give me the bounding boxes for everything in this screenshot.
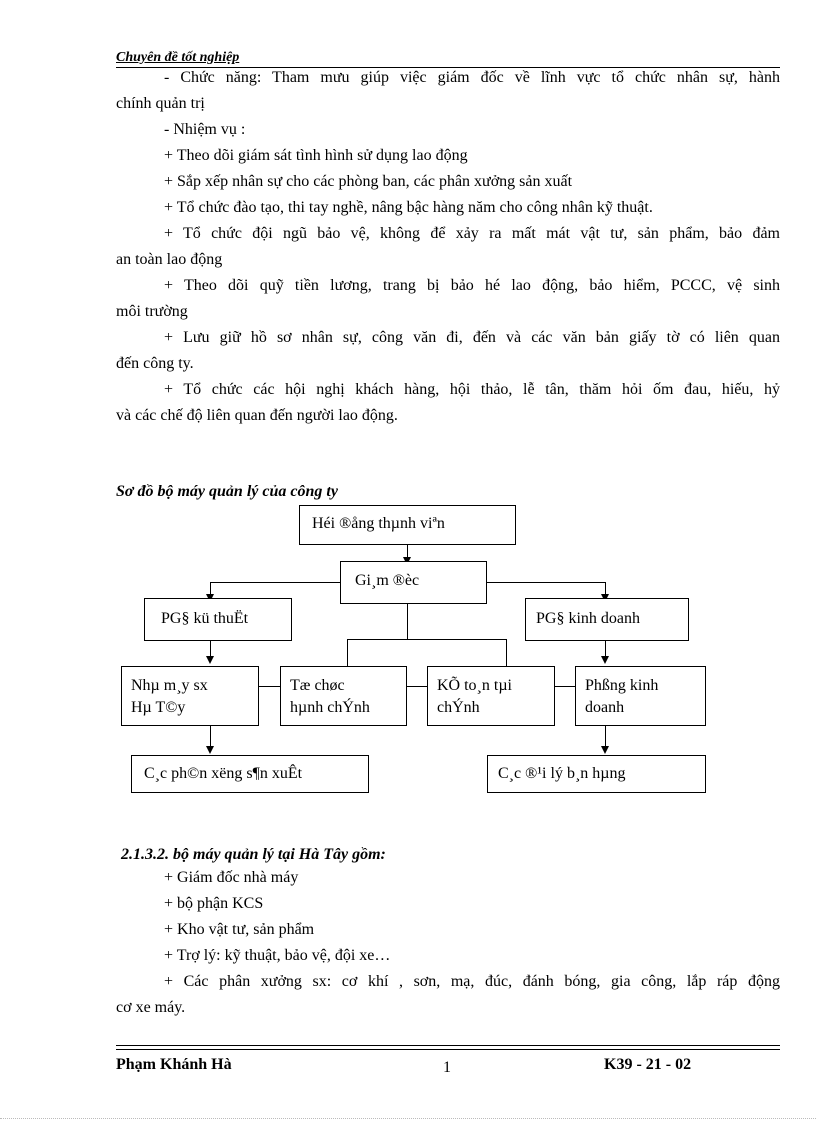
- box-label-line1: KÕ to¸n tµi: [437, 677, 512, 694]
- box-label: Héi ®ång thµnh viªn: [312, 515, 445, 532]
- duty-item-4-cont: an toàn lao động: [116, 251, 223, 268]
- footer-rule: [116, 1049, 780, 1050]
- section-item-5-cont: cơ xe máy.: [116, 999, 186, 1016]
- running-header: Chuyên đề tốt nghiệp: [116, 50, 240, 65]
- arrow-head: [206, 746, 214, 754]
- connector-line: [347, 639, 348, 667]
- box-ke-toan-tai-chinh: [427, 666, 555, 726]
- connector-line: [605, 641, 606, 657]
- connector-line: [487, 582, 606, 583]
- footer-rule: [116, 1045, 780, 1046]
- connector-line: [210, 641, 211, 657]
- box-to-chuc-hanh-chinh: [280, 666, 407, 726]
- box-giam-doc: [340, 561, 487, 604]
- duty-item-6: + Lưu giữ hồ sơ nhân sự, công văn đi, đến và các văn bản giấy tờ có liên quan: [164, 329, 780, 346]
- box-label-line2: chÝnh: [437, 699, 480, 716]
- connector-line: [259, 686, 280, 687]
- box-label-line2: hµnh chÝnh: [290, 699, 370, 716]
- box-pgd-kinh-doanh: [525, 598, 689, 641]
- connector-line: [347, 639, 507, 640]
- section-heading: 2.1.3.2. bộ máy quản lý tại Hà Tây gồm:: [121, 846, 386, 863]
- box-label: C¸c ®¹i lý b¸n hµng: [498, 765, 626, 782]
- paragraph-nhiem-vu: - Nhiệm vụ :: [164, 121, 246, 138]
- section-item-1: + Giám đốc nhà máy: [164, 869, 299, 886]
- duty-item-6-cont: đến công ty.: [116, 355, 194, 372]
- duty-item-5: + Theo dõi quỹ tiền lương, trang bị bảo hé lao động, bảo hiểm, PCCC, vệ sinh: [164, 277, 780, 294]
- box-label-line1: Tæ chøc: [290, 677, 345, 694]
- box-hoi-dong-thanh-vien: [299, 505, 516, 545]
- box-label-line2: Hµ T©y: [131, 699, 186, 716]
- box-nha-may-sx: [121, 666, 259, 726]
- diagram-title: Sơ đồ bộ máy quản lý của công ty: [116, 483, 338, 500]
- connector-line: [210, 726, 211, 747]
- arrow-head: [601, 746, 609, 754]
- box-phong-kinh-doanh: [575, 666, 706, 726]
- box-label-line1: Nhµ m¸y sx: [131, 677, 208, 694]
- footer-class-code: K39 - 21 - 02: [604, 1056, 692, 1073]
- connector-line: [407, 604, 408, 640]
- duty-item-7: + Tổ chức các hội nghị khách hàng, hội thảo, lễ tân, thăm hỏi ốm đau, hiếu, hỷ: [164, 381, 780, 398]
- arrow-head: [601, 656, 609, 664]
- duty-item-3: + Tổ chức đào tạo, thi tay nghề, nâng bậc hàng năm cho công nhân kỹ thuật.: [164, 199, 653, 216]
- footer-author: Phạm Khánh Hà: [116, 1056, 232, 1073]
- arrow-head: [206, 656, 214, 664]
- box-phan-xuong-san-xuat: [131, 755, 369, 793]
- section-item-5: + Các phân xưởng sx: cơ khí , sơn, mạ, đúc, đánh bóng, gia công, lắp ráp động: [164, 973, 780, 990]
- duty-item-1: + Theo dõi giám sát tình hình sử dụng lao động: [164, 147, 468, 164]
- duty-item-4: + Tổ chức đội ngũ bảo vệ, không để xảy ra mất mát vật tư, sản phẩm, bảo đảm: [164, 225, 780, 242]
- connector-line: [407, 686, 427, 687]
- section-item-2: + bộ phận KCS: [164, 895, 264, 912]
- box-label: C¸c ph©n xëng s¶n xuÊt: [144, 765, 303, 782]
- box-label-line2: doanh: [585, 699, 625, 716]
- page-number: 1: [443, 1059, 451, 1076]
- duty-item-7-cont: và các chế độ liên quan đến người lao động.: [116, 407, 398, 424]
- box-label: PG§ kü thuËt: [161, 610, 249, 627]
- connector-line: [210, 582, 340, 583]
- box-label-line1: Phßng kinh: [585, 677, 659, 694]
- section-item-3: + Kho vật tư, sản phẩm: [164, 921, 315, 938]
- box-pgd-ky-thuat: [144, 598, 292, 641]
- box-label: PG§ kinh doanh: [536, 610, 640, 627]
- box-label: Gi¸m ®èc: [355, 572, 420, 589]
- connector-line: [506, 639, 507, 667]
- section-item-4: + Trợ lý: kỹ thuật, bảo vệ, đội xe…: [164, 947, 391, 964]
- connector-line: [605, 726, 606, 747]
- paragraph-chuc-nang-cont: chính quản trị: [116, 95, 205, 112]
- duty-item-5-cont: môi trường: [116, 303, 188, 320]
- duty-item-2: + Sắp xếp nhân sự cho các phòng ban, các phân xưởng sản xuất: [164, 173, 573, 190]
- page-edge: [0, 1118, 816, 1119]
- connector-line: [555, 686, 575, 687]
- paragraph-chuc-nang: - Chức năng: Tham mưu giúp việc giám đốc về lĩnh vực tổ chức nhân sự, hành: [164, 69, 780, 86]
- box-dai-ly-ban-hang: [487, 755, 706, 793]
